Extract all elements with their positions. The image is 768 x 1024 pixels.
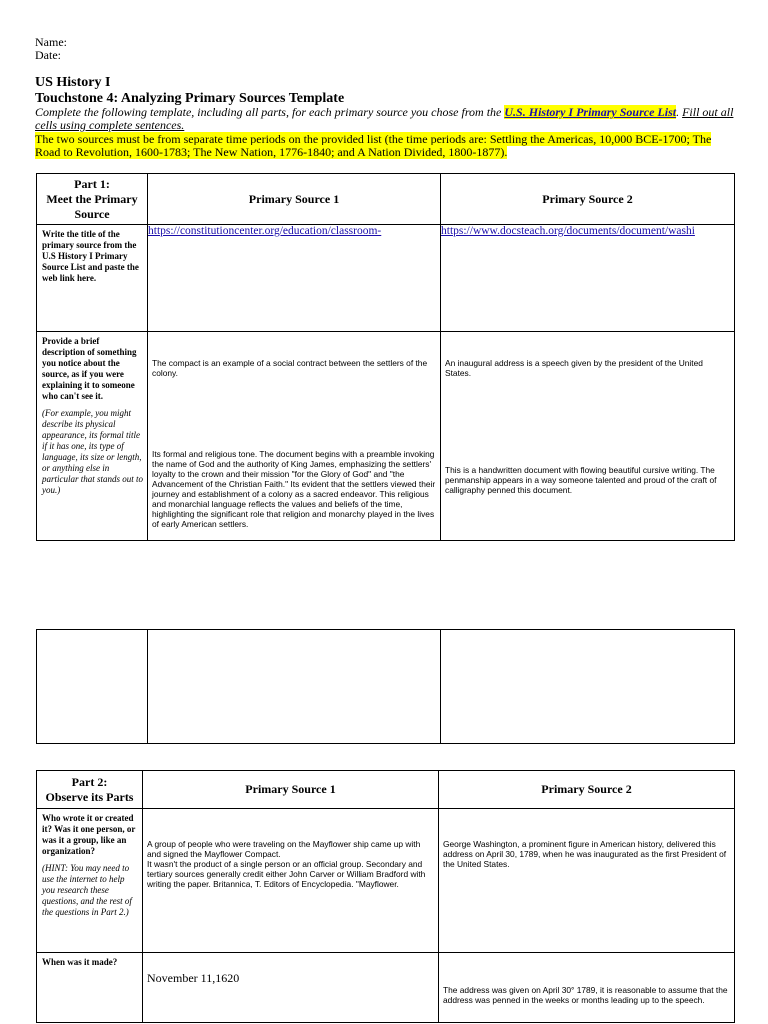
source1-link[interactable]: https://constitutioncenter.org/education/classroom- xyxy=(148,225,441,332)
empty-cell-2[interactable] xyxy=(148,630,441,744)
source2-description-b: This is a handwritten document with flowing beautiful cursive writing. The penmanship appears in a way someone talented and proud of the craft of calligraphy penned this document. xyxy=(445,465,717,495)
source2-description-a: An inaugural address is a speech given by the president of the United States. xyxy=(445,358,703,378)
part2-author-question xyxy=(37,809,143,953)
source2-date[interactable] xyxy=(439,953,735,1023)
primary-source-list-link[interactable]: U.S. History I Primary Source List xyxy=(504,105,677,119)
continuation-table xyxy=(36,629,735,744)
empty-cell-1 xyxy=(37,630,148,744)
empty-cell-3[interactable] xyxy=(441,630,735,744)
time-period-note xyxy=(35,133,735,159)
source2-date-text: The address was given on April 30° 1789, it is reasonable to assume that the address was penned in the weeks or months leading up to the speech. xyxy=(443,985,728,1005)
part2-source2-header: Primary Source 2 xyxy=(439,771,735,809)
source1-author[interactable] xyxy=(143,809,439,953)
part2-source1-header: Primary Source 1 xyxy=(143,771,439,809)
source1-description-a: The compact is an example of a social contract between the settlers of the colony. xyxy=(152,358,428,378)
part2-date-question: When was it made? xyxy=(37,953,143,1023)
source2-description[interactable] xyxy=(441,332,735,541)
part1-source2-header: Primary Source 2 xyxy=(441,174,735,225)
part2-table xyxy=(36,770,735,1023)
author-question-text: Who wrote it or created it? Was it one person, or was it a group, like an organization? xyxy=(42,813,136,856)
instructions-complete-sentences: Fill out all cells using complete sentences. xyxy=(35,105,734,132)
page-title: Touchstone 4: Analyzing Primary Sources Template xyxy=(35,91,345,106)
time-period-note-text: The two sources must be from separate time periods on the provided list (the time periods are: Settling the Americas, 10,000 BCE-1700; The Road to Revolution, 1600-1783; The New Nation, 1776-1840; and A Nation Divided, 1800-1877). xyxy=(35,132,712,159)
date-label: Date: xyxy=(35,48,61,62)
name-label: Name: xyxy=(35,35,67,49)
source2-link[interactable]: https://www.docsteach.org/documents/document/washi xyxy=(441,225,735,332)
source1-description[interactable] xyxy=(148,332,441,541)
part1-source1-header: Primary Source 1 xyxy=(148,174,441,225)
part2-header: Part 2: Observe its Parts xyxy=(37,771,143,809)
description-question-text: Provide a brief description of something you notice about the source, as if you were explaining it to someone who can't see it. xyxy=(42,336,137,401)
source1-date[interactable] xyxy=(143,953,439,1023)
source1-author-text: A group of people who were traveling on the Mayflower ship came up with and signed the Mayflower Compact. It wasn't the product of a single person or an official group. Secondary and tertiary sources generally credit either John Carver or William Bradford with writing the paper. Britannica, T. Editors of Encyclopedia. "Mayflower. xyxy=(147,839,426,889)
source2-author-text: George Washington, a prominent figure in American history, delivered this address on April 30, 1789, when he was inaugurated as the first President of the United States. xyxy=(443,839,727,869)
source1-date-text: November 11,1620 xyxy=(147,971,240,985)
part1-description-question xyxy=(37,332,148,541)
course-title: US History I xyxy=(35,75,111,90)
part1-title-question: Write the title of the primary source from the U.S History I Primary Source List and paste the web link here. xyxy=(37,225,148,332)
part1-table xyxy=(36,173,735,541)
source1-description-b: Its formal and religious tone. The document begins with a preamble invoking the name of God and the authority of King James, emphasizing the settlers' loyalty to the crown and their mission "for the Glory of God" and "the Advancement of the Christian Faith." Its evident that the settlers viewed their journey and establishment of a colony as a sacred endeavor. This religious and monarchial language reflects the values and beliefs of the time, highlighting the significant role that religion and monarchy played in the lives of early American settlers. xyxy=(152,449,436,529)
source2-author[interactable] xyxy=(439,809,735,953)
instructions-text: Complete the following template, including all parts, for each primary source you chose from the xyxy=(35,105,505,119)
author-question-hint: (HINT: You may need to use the internet to help you research these questions, and the rest of the questions in Part 2.) xyxy=(42,863,132,917)
part1-header: Part 1: Meet the Primary Source xyxy=(37,174,148,225)
description-question-hint: (For example, you might describe its physical appearance, its formal title if it has one, its type of language, its size or length, or anything else in particular that stands out to you.) xyxy=(42,408,144,495)
instructions xyxy=(35,106,735,132)
instructions-period: . xyxy=(676,105,680,119)
